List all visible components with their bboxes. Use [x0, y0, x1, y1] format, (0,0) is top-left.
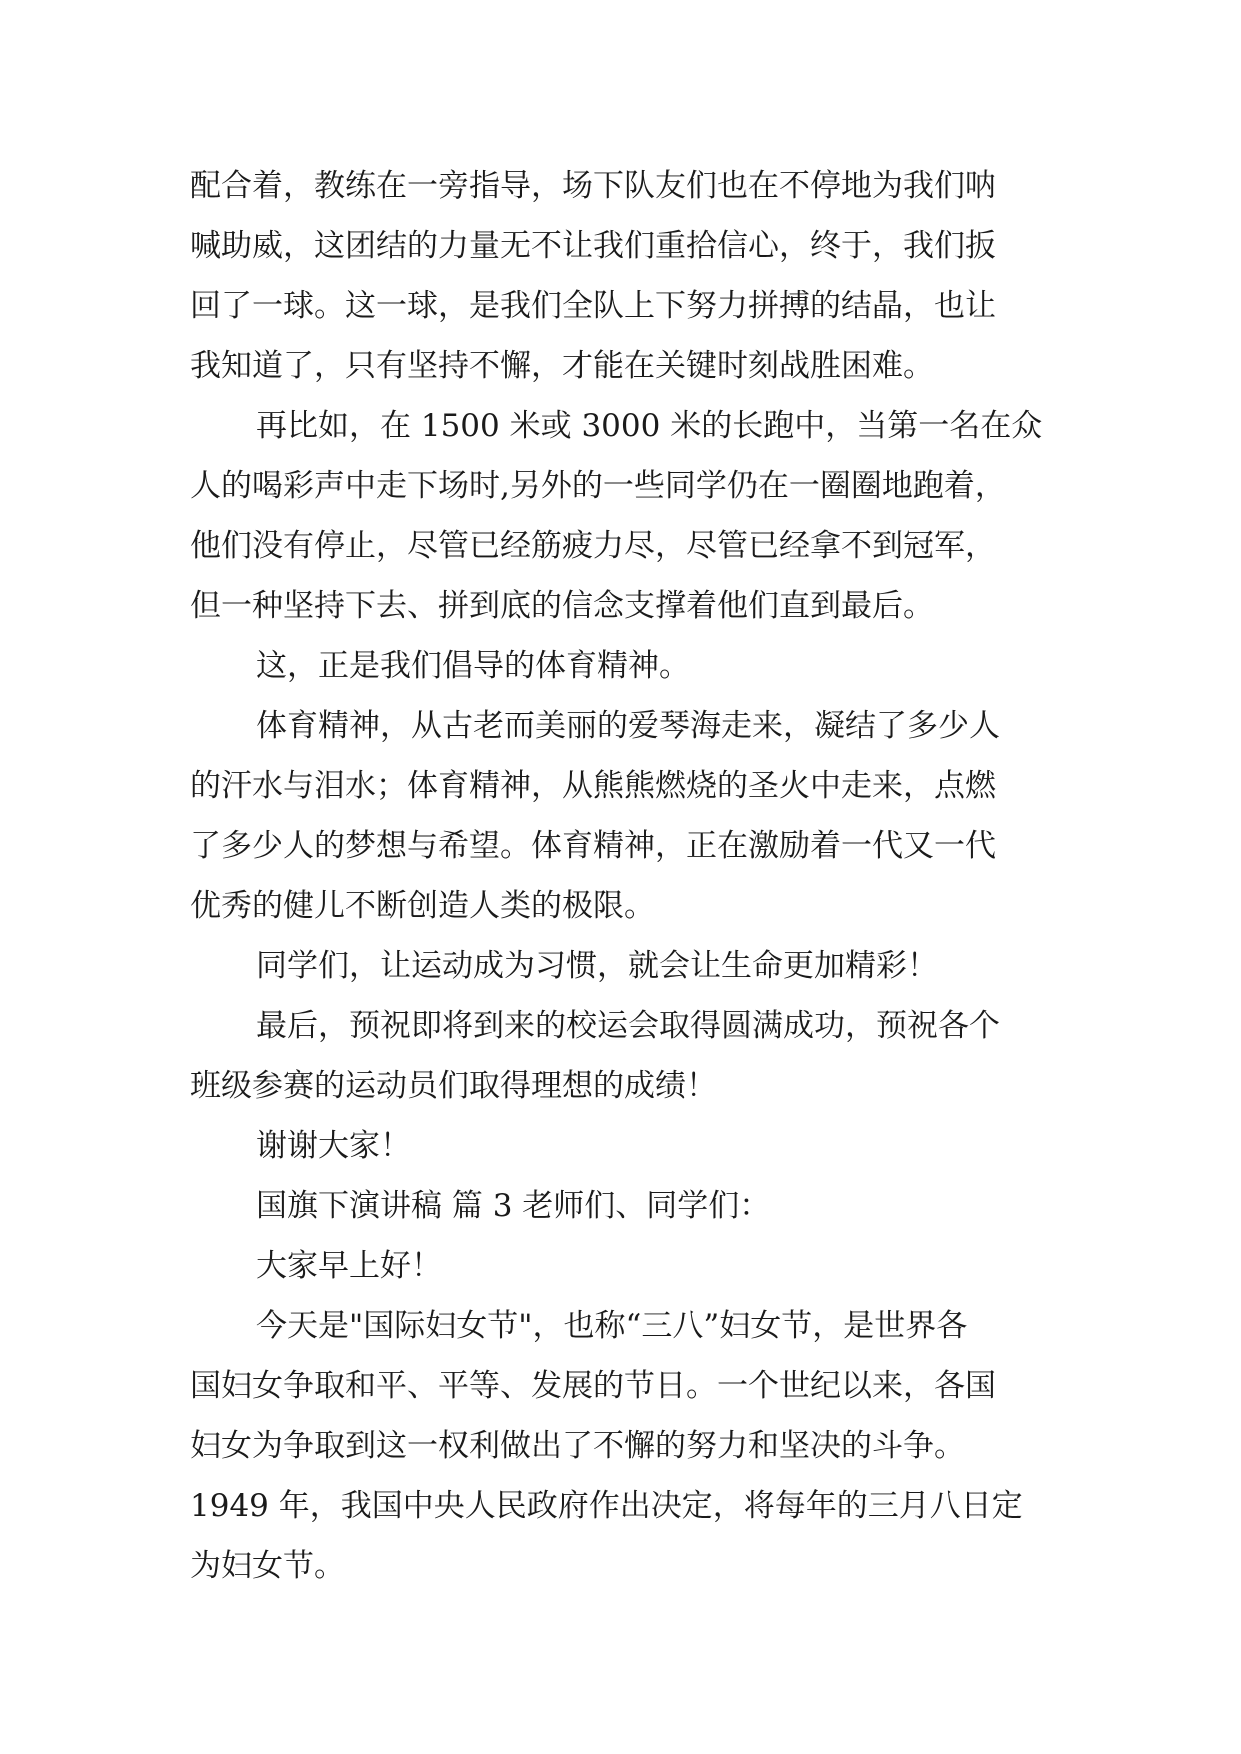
text-line: 配合着，教练在一旁指导，场下队友们也在不停地为我们呐 — [190, 168, 996, 204]
text-line: 大家早上好！ — [256, 1248, 442, 1284]
text-line: 我知道了，只有坚持不懈，才能在关键时刻战胜困难。 — [190, 348, 934, 384]
text-line: 今天是"国际妇女节"，也称“三八”妇女节，是世界各 — [256, 1308, 968, 1344]
body-text — [190, 156, 1070, 1596]
text-line: 谢谢大家！ — [256, 1128, 411, 1164]
text-line: 为妇女节。 — [190, 1548, 345, 1584]
text-line: 人的喝彩声中走下场时,另外的一些同学仍在一圈圈地跑着， — [190, 468, 1006, 504]
text-line: 他们没有停止，尽管已经筋疲力尽，尽管已经拿不到冠军， — [190, 528, 996, 564]
text-line: 国旗下演讲稿 篇 3 老师们、同学们： — [256, 1188, 771, 1224]
text-line: 国妇女争取和平、平等、发展的节日。一个世纪以来，各国 — [190, 1368, 996, 1404]
text-line: 妇女为争取到这一权利做出了不懈的努力和坚决的斗争。 — [190, 1428, 965, 1464]
text-line: 但一种坚持下去、拼到底的信念支撑着他们直到最后。 — [190, 588, 934, 624]
text-line: 班级参赛的运动员们取得理想的成绩！ — [190, 1068, 717, 1104]
text-line: 喊助威，这团结的力量无不让我们重拾信心，终于，我们扳 — [190, 228, 996, 264]
text-line: 体育精神，从古老而美丽的爱琴海走来，凝结了多少人 — [256, 708, 1000, 744]
text-line: 回了一球。这一球，是我们全队上下努力拼搏的结晶，也让 — [190, 288, 996, 324]
text-line: 再比如，在 1500 米或 3000 米的长跑中，当第一名在众 — [256, 408, 1043, 444]
text-line: 这，正是我们倡导的体育精神。 — [256, 648, 690, 684]
text-line: 了多少人的梦想与希望。体育精神，正在激励着一代又一代 — [190, 828, 996, 864]
text-line: 同学们，让运动成为习惯，就会让生命更加精彩！ — [256, 948, 938, 984]
text-line: 最后，预祝即将到来的校运会取得圆满成功，预祝各个 — [256, 1008, 1000, 1044]
text-line: 的汗水与泪水；体育精神，从熊熊燃烧的圣火中走来，点燃 — [190, 768, 996, 804]
text-line: 1949 年，我国中央人民政府作出决定，将每年的三月八日定 — [190, 1488, 1023, 1524]
text-line: 优秀的健儿不断创造人类的极限。 — [190, 888, 655, 924]
